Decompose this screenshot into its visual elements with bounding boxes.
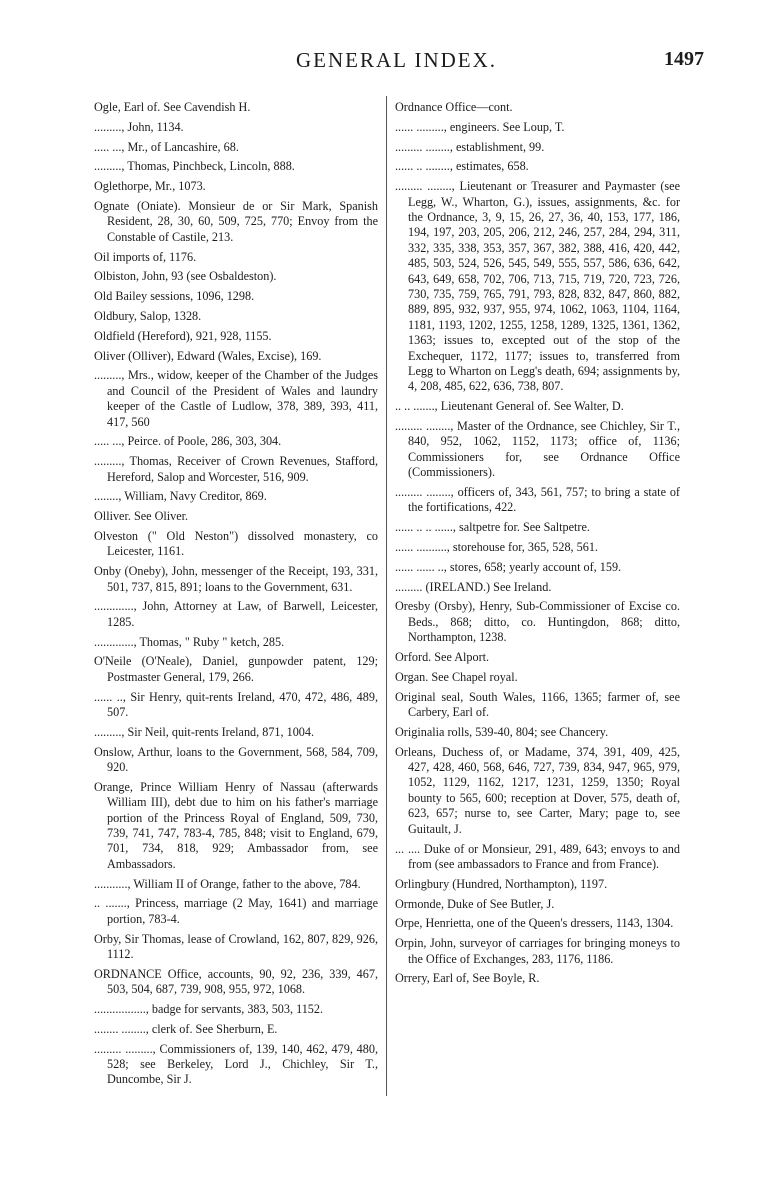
index-entry: ............., John, Attorney at Law, of Barwell, Leicester, 1285. bbox=[94, 599, 378, 629]
column-divider bbox=[386, 96, 387, 1096]
index-entry: Olliver. See Oliver. bbox=[94, 509, 189, 524]
right-index-column bbox=[395, 100, 680, 991]
index-entry: Orange, Prince William Henry of Nassau (afterwards William III), debt due to him on his father's marriage portion of the Princess Royal of England, 509, 730, 739, 741, 747, 783-4, 785, 848; visit to England, 679, 701, 734, 818, 929; Ambassador from, see Ambassadors. bbox=[94, 779, 378, 871]
index-entry: ........., Mrs., widow, keeper of the Chamber of the Judges and Council of the President of Wales and laundry keeper of the Castle of Ludlow, 378, 389, 393, 411, 417, 560 bbox=[94, 368, 378, 429]
index-entry: O'Neile (O'Neale), Daniel, gunpowder patent, 129; Postmaster General, 179, 266. bbox=[94, 654, 378, 684]
index-entry: ......... ........, officers of, 343, 561, 757; to bring a state of the fortifications, 422. bbox=[395, 485, 680, 515]
index-entry: ........ ........, clerk of. See Sherburn, E. bbox=[94, 1021, 278, 1036]
index-entry: Ormonde, Duke of See Butler, J. bbox=[395, 896, 555, 911]
index-entry: Ogle, Earl of. See Cavendish H. bbox=[94, 100, 251, 114]
index-entry: ..........., William II of Orange, father to the above, 784. bbox=[94, 876, 361, 891]
index-entry: ...... .. .. ......, saltpetre for. See Saltpetre. bbox=[395, 520, 590, 535]
index-entry: ........, William, Navy Creditor, 869. bbox=[94, 489, 267, 504]
page-number: 1497 bbox=[664, 48, 704, 70]
index-entry: ................., badge for servants, 383, 503, 1152. bbox=[94, 1002, 324, 1017]
index-entry: Onby (Oneby), John, messenger of the Receipt, 193, 331, 501, 737, 815, 891; loans to the Government, 631. bbox=[94, 564, 378, 594]
index-entry: Ognate (Oniate). Monsieur de or Sir Mark, Spanish Resident, 28, 30, 60, 509, 725, 770; Envoy from the Constable of Castile, 213. bbox=[94, 198, 378, 244]
index-entry: Orford. See Alport. bbox=[395, 650, 490, 665]
index-entry: Oliver (Olliver), Edward (Wales, Excise), 169. bbox=[94, 348, 322, 363]
index-entry: ......... (IRELAND.) See Ireland. bbox=[395, 579, 552, 594]
index-entry: Oldfield (Hereford), 921, 928, 1155. bbox=[94, 328, 272, 343]
index-entry: ...... ........., engineers. See Loup, T. bbox=[395, 119, 565, 134]
index-entry: ..... ..., Peirce. of Poole, 286, 303, 304. bbox=[94, 434, 282, 449]
index-entry: ........., Thomas, Pinchbeck, Lincoln, 888. bbox=[94, 159, 295, 174]
index-entry: ...... .........., storehouse for, 365, 528, 561. bbox=[395, 540, 598, 555]
index-entry: ......... ........, Master of the Ordnance, see Chichley, Sir T., 840, 952, 1062, 1152, 1173; office of, 1136; Commissioners for, see Ordnance Office (Commissioners). bbox=[395, 419, 680, 480]
index-entry: Orpin, John, surveyor of carriages for bringing moneys to the Office of Exchanges, 283, 1176, 1186. bbox=[395, 936, 680, 966]
page-header bbox=[0, 48, 770, 76]
index-entry: ........., John, 1134. bbox=[94, 119, 184, 134]
index-entry-continuation: Ordnance Office—cont. bbox=[395, 100, 513, 114]
index-entry: Orby, Sir Thomas, lease of Crowland, 162, 807, 829, 926, 1112. bbox=[94, 931, 378, 962]
left-index-column bbox=[94, 100, 378, 1092]
index-entry: Onslow, Arthur, loans to the Government, 568, 584, 709, 920. bbox=[94, 744, 378, 774]
running-title: GENERAL INDEX. bbox=[296, 48, 498, 72]
index-entry: ........., Sir Neil, quit-rents Ireland, 871, 1004. bbox=[94, 724, 315, 739]
index-entry: Orrery, Earl of, See Boyle, R. bbox=[395, 971, 540, 986]
index-entry: Oresby (Orsby), Henry, Sub-Commissioner of Excise co. Beds., 868; ditto, co. Huntingdon, 868; ditto, Northampton, 1238. bbox=[395, 599, 680, 645]
index-entry: ... .... Duke of or Monsieur, 291, 489, 643; envoys to and from (see ambassadors to France and from France). bbox=[395, 841, 680, 871]
index-entry-ordnance-heading: ORDNANCE Office, accounts, 90, 92, 236, 339, 467, 503, 504, 687, 739, 908, 955, 972, 1068. bbox=[94, 966, 378, 997]
index-entry: Originalia rolls, 539-40, 804; see Chancery. bbox=[395, 724, 609, 739]
index-entry: Old Bailey sessions, 1096, 1298. bbox=[94, 289, 255, 304]
index-entry: Olveston (" Old Neston") dissolved monastery, co Leicester, 1161. bbox=[94, 528, 378, 559]
index-entry: ......... ........, establishment, 99. bbox=[395, 139, 545, 154]
index-entry: Orlingbury (Hundred, Northampton), 1197. bbox=[395, 876, 608, 891]
index-entry: ........., Thomas, Receiver of Crown Revenues, Stafford, Hereford, Salop and Worcester, 516, 909. bbox=[94, 454, 378, 484]
index-entry: ...... .., Sir Henry, quit-rents Ireland, 470, 472, 486, 489, 507. bbox=[94, 689, 378, 719]
index-entry: Original seal, South Wales, 1166, 1365; farmer of, see Carbery, Earl of. bbox=[395, 689, 680, 720]
index-entry: Olbiston, John, 93 (see Osbaldeston). bbox=[94, 269, 277, 284]
index-entry: ...... ...... .., stores, 658; yearly account of, 159. bbox=[395, 559, 622, 574]
index-entry: Orleans, Duchess of, or Madame, 374, 391, 409, 425, 427, 428, 460, 568, 646, 727, 739, 834, 947, 965, 979, 1052, 1129, 1162, 1217, 1231, 1259, 1350; Royal bounty to 565, 600; reception at Dover, 575, death of, 623, 657; nurse to, see Carter, Mary; page to, see Guitault, J. bbox=[395, 744, 680, 836]
index-entry: Oldbury, Salop, 1328. bbox=[94, 308, 202, 323]
index-entry: ..... ..., Mr., of Lancashire, 68. bbox=[94, 139, 239, 154]
index-entry: .. ......., Princess, marriage (2 May, 1641) and marriage portion, 783-4. bbox=[94, 896, 378, 926]
index-entry: ...... .. ........, estimates, 658. bbox=[395, 159, 529, 174]
index-entry: Oil imports of, 1176. bbox=[94, 249, 197, 264]
index-entry: ......... ........., Commissioners of, 139, 140, 462, 479, 480, 528; see Berkeley, Lord J., Chichley, Sir T., Duncombe, Sir J. bbox=[94, 1041, 378, 1087]
index-entry: ......... ........, Lieutenant or Treasurer and Paymaster (see Legg, W., Wharton, G.), issues, assignments, &c. for the Ordnance, 3, 9, 15, 26, 27, 36, 40, 153, 177, 186, 194, 197, 203, 205, 206, 212, 246, 257, 284, 294, 311, 332, 335, 338, 353, 357, 367, 382, 388, 416, 420, 442, 485, 503, 524, 526, 545, 549, 555, 557, 586, 636, 642, 643, 649, 658, 702, 706, 713, 715, 719, 720, 723, 726, 730, 735, 759, 765, 791, 793, 828, 832, 847, 860, 882, 889, 895, 932, 937, 955, 974, 1062, 1063, 1104, 1164, 1181, 1193, 1202, 1255, 1258, 1289, 1325, 1361, 1362, 1363; issues to, excepted out of the stop of the Exchequer, 1172, 1177; issues to, transferred from Legg to Wharton on Legg's death, 694; assignments by, 4, 208, 485, 622, 636, 738, 807. bbox=[395, 179, 680, 394]
index-entry: Oglethorpe, Mr., 1073. bbox=[94, 179, 206, 194]
index-entry: Organ. See Chapel royal. bbox=[395, 669, 518, 684]
index-entry: Orpe, Henrietta, one of the Queen's dressers, 1143, 1304. bbox=[395, 916, 674, 931]
index-entry: .. .. ......., Lieutenant General of. See Walter, D. bbox=[395, 399, 624, 414]
index-entry: ............., Thomas, " Ruby " ketch, 285. bbox=[94, 634, 285, 649]
